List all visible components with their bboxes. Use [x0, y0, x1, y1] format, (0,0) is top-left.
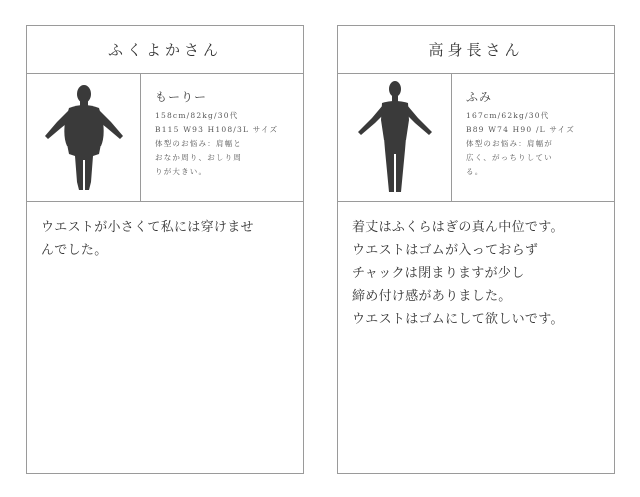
detail-line: りが大きい。: [155, 167, 208, 176]
figure-cell: [338, 74, 452, 201]
card-title: 高身長さん: [338, 26, 614, 74]
profile-section: [338, 74, 614, 202]
comment-line: 締め付け感がありました。: [352, 289, 512, 304]
detail-line: 158cm/82kg/30代: [155, 111, 239, 120]
detail-line: 広く、がっちりしてい: [466, 153, 553, 162]
comment-line: ウエストはゴムにして欲しいです。: [352, 312, 564, 327]
tall-silhouette-icon: [350, 80, 440, 196]
review-comment: [338, 202, 614, 331]
profile-info: [141, 74, 303, 201]
review-card-tall: [337, 25, 615, 474]
nickname: もーりー: [155, 90, 208, 104]
review-card-plus-size: [26, 25, 304, 474]
comment-line: ウエストが小さくて私には穿けませ: [41, 220, 254, 235]
comment-line: んでした。: [41, 243, 108, 258]
detail-line: 体型のお悩み：肩幅が: [466, 139, 553, 148]
plus-size-silhouette-icon: [39, 82, 129, 194]
detail-line: 体型のお悩み：肩幅と: [155, 139, 242, 148]
figure-cell: [27, 74, 141, 201]
profile-section: [27, 74, 303, 202]
detail-line: 167cm/62kg/30代: [466, 111, 550, 120]
nickname: ふみ: [466, 90, 493, 104]
comment-line: 着丈はふくらはぎの真ん中位です。: [352, 220, 564, 235]
profile-info: [452, 74, 614, 201]
card-title: ふくよかさん: [27, 26, 303, 74]
review-comment: [27, 202, 303, 262]
comment-line: ウエストはゴムが入っておらず: [352, 243, 539, 258]
detail-line: おなか周り、おしり周: [155, 153, 242, 162]
comment-line: チャックは閉まりますが少し: [352, 266, 525, 281]
detail-line: B115 W93 H108/3L サイズ: [155, 125, 279, 134]
detail-line: る。: [466, 167, 484, 176]
detail-line: B89 W74 H90 /L サイズ: [466, 125, 575, 134]
